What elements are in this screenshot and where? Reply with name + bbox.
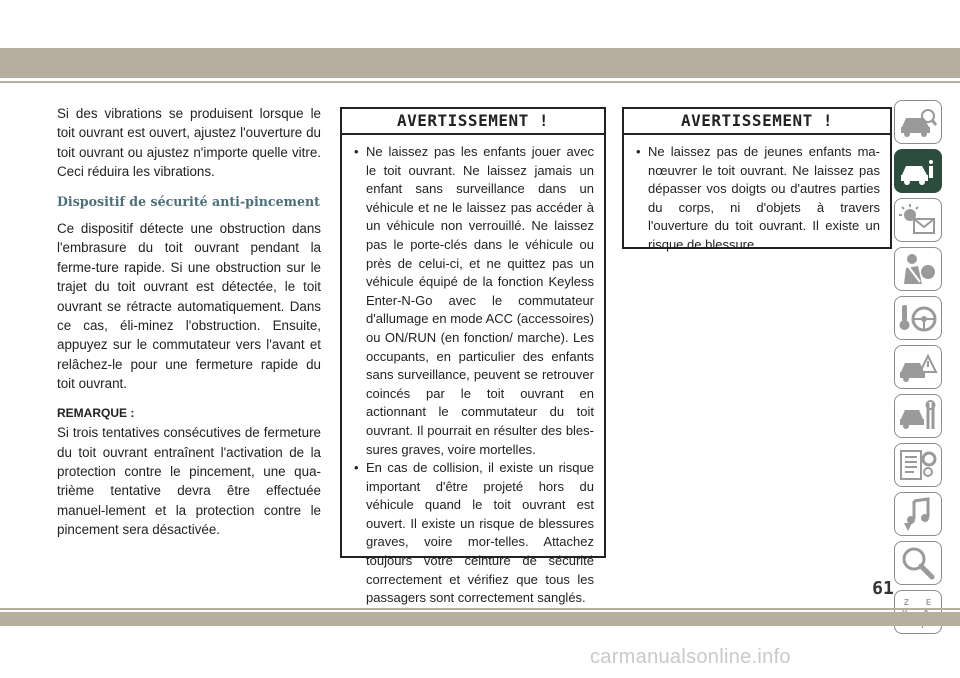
seatbelt-airbag-icon bbox=[898, 252, 938, 286]
chapter-tab-emergency[interactable] bbox=[894, 345, 942, 389]
note-label: REMARQUE : bbox=[57, 405, 135, 420]
section-heading: Dispositif de sécurité anti-pincement bbox=[57, 193, 320, 209]
warning-item: • Ne laissez pas de jeunes enfants ma-nœuvrer le toit ouvrant. Ne laissez pas dépasser vos doigts ou d'autres parties du corps, ni d'objets à travers l'ouverture du toit ouvrant. Il existe un risque de blessure. bbox=[636, 143, 880, 255]
main-text-column bbox=[57, 104, 321, 540]
chapter-tab-search[interactable] bbox=[894, 541, 942, 585]
warning-list bbox=[624, 135, 890, 263]
car-info-icon bbox=[898, 154, 938, 188]
page-number: 61 bbox=[872, 578, 894, 599]
index-letter-z: Z bbox=[904, 598, 909, 607]
note-text: Si trois tentatives consécutives de fermeture du toit ouvrant entraînent l'activation de la protection contre le pincement, une qua-trième tentative devra être effectuée manuel-lement et la protection contre le pincement sera désactivée. bbox=[57, 425, 321, 538]
warning-box-fingers bbox=[622, 107, 892, 252]
warning-item: • En cas de collision, il existe un risque important d'être projeté hors du véhicule quand le toit ouvrant est ouvert. Il existe un risque de blessures graves, voire mor-telles. Attachez toujours votre ceinture de sécurité correctement et vérifiez que tous les passagers sont correctement sanglés. bbox=[354, 459, 594, 608]
chapter-tab-specifications[interactable] bbox=[894, 443, 942, 487]
warning-box-children bbox=[340, 107, 606, 606]
chapter-tab-safety[interactable] bbox=[894, 247, 942, 291]
vibration-paragraph: Si des vibrations se produisent lorsque le toit ouvrant est ouvert, ajustez l'ouverture du toit ouvrant ou ajustez n'importe quelle vitre. Ceci réduira les vibrations. bbox=[57, 106, 321, 180]
search-icon bbox=[898, 546, 938, 580]
chapter-tab-multimedia[interactable] bbox=[894, 492, 942, 536]
car-hazard-icon bbox=[898, 350, 938, 384]
list-settings-icon bbox=[898, 448, 938, 482]
key-steering-wheel-icon bbox=[898, 301, 938, 335]
warning-light-message-icon bbox=[898, 203, 938, 237]
anti-pinch-paragraph: Ce dispositif détecte une obstruction dans l'embrasure du toit ouvrant pendant la ferme-ture rapide. Si une obstruction sur le trajet du toit ouvrant est détectée, le toit ouvrant se rétracte automatiquement. Dans ce cas, éli-minez l'obstruction. Ensuite, appuyez sur le commutateur vers l'avant et relâchez-le pour une fermeture rapide du toit ouvrant. bbox=[57, 221, 321, 392]
warning-title: AVERTISSEMENT ! bbox=[342, 109, 604, 135]
top-decorative-band bbox=[0, 48, 960, 78]
index-letter-e: E bbox=[926, 598, 932, 607]
top-divider-line bbox=[0, 81, 960, 83]
multimedia-icon bbox=[898, 497, 938, 531]
chapter-tab-car-search[interactable] bbox=[894, 100, 942, 144]
car-tools-icon bbox=[898, 399, 938, 433]
car-search-icon bbox=[898, 105, 938, 139]
chapter-tab-maintenance[interactable] bbox=[894, 394, 942, 438]
chapter-tab-warning-lights[interactable] bbox=[894, 198, 942, 242]
bottom-divider-line bbox=[0, 608, 960, 610]
warning-item: • Ne laissez pas les enfants jouer avec le toit ouvrant. Ne laissez jamais un enfant sans surveillance dans un véhicule et ne le laissez pas accéder à un véhicule non verrouillé. Ne laissez pas le porte-clés dans le véhicule ou près de celui-ci, et ne quittez pas un véhicule équipé de la fonction Keyless Enter-N-Go avec le commutateur d'allumage en mode ACC (accessoires) ou ON/RUN (en fonction/ marche). Les occupants, en particulier des enfants sans surveillance, peuvent se retrouver coincés par le toit ouvrant en actionnant le commutateur du toit ouvrant. Il pourrait en résulter des bles-sures graves, voire mortelles. bbox=[354, 143, 594, 459]
warning-title: AVERTISSEMENT ! bbox=[624, 109, 890, 135]
chapter-sidebar bbox=[894, 100, 944, 639]
watermark-text: carmanualsonline.info bbox=[590, 646, 791, 668]
bottom-decorative-band bbox=[0, 612, 960, 626]
chapter-tab-starting[interactable] bbox=[894, 296, 942, 340]
warning-list bbox=[342, 135, 604, 616]
chapter-tab-car-info[interactable] bbox=[894, 149, 942, 193]
